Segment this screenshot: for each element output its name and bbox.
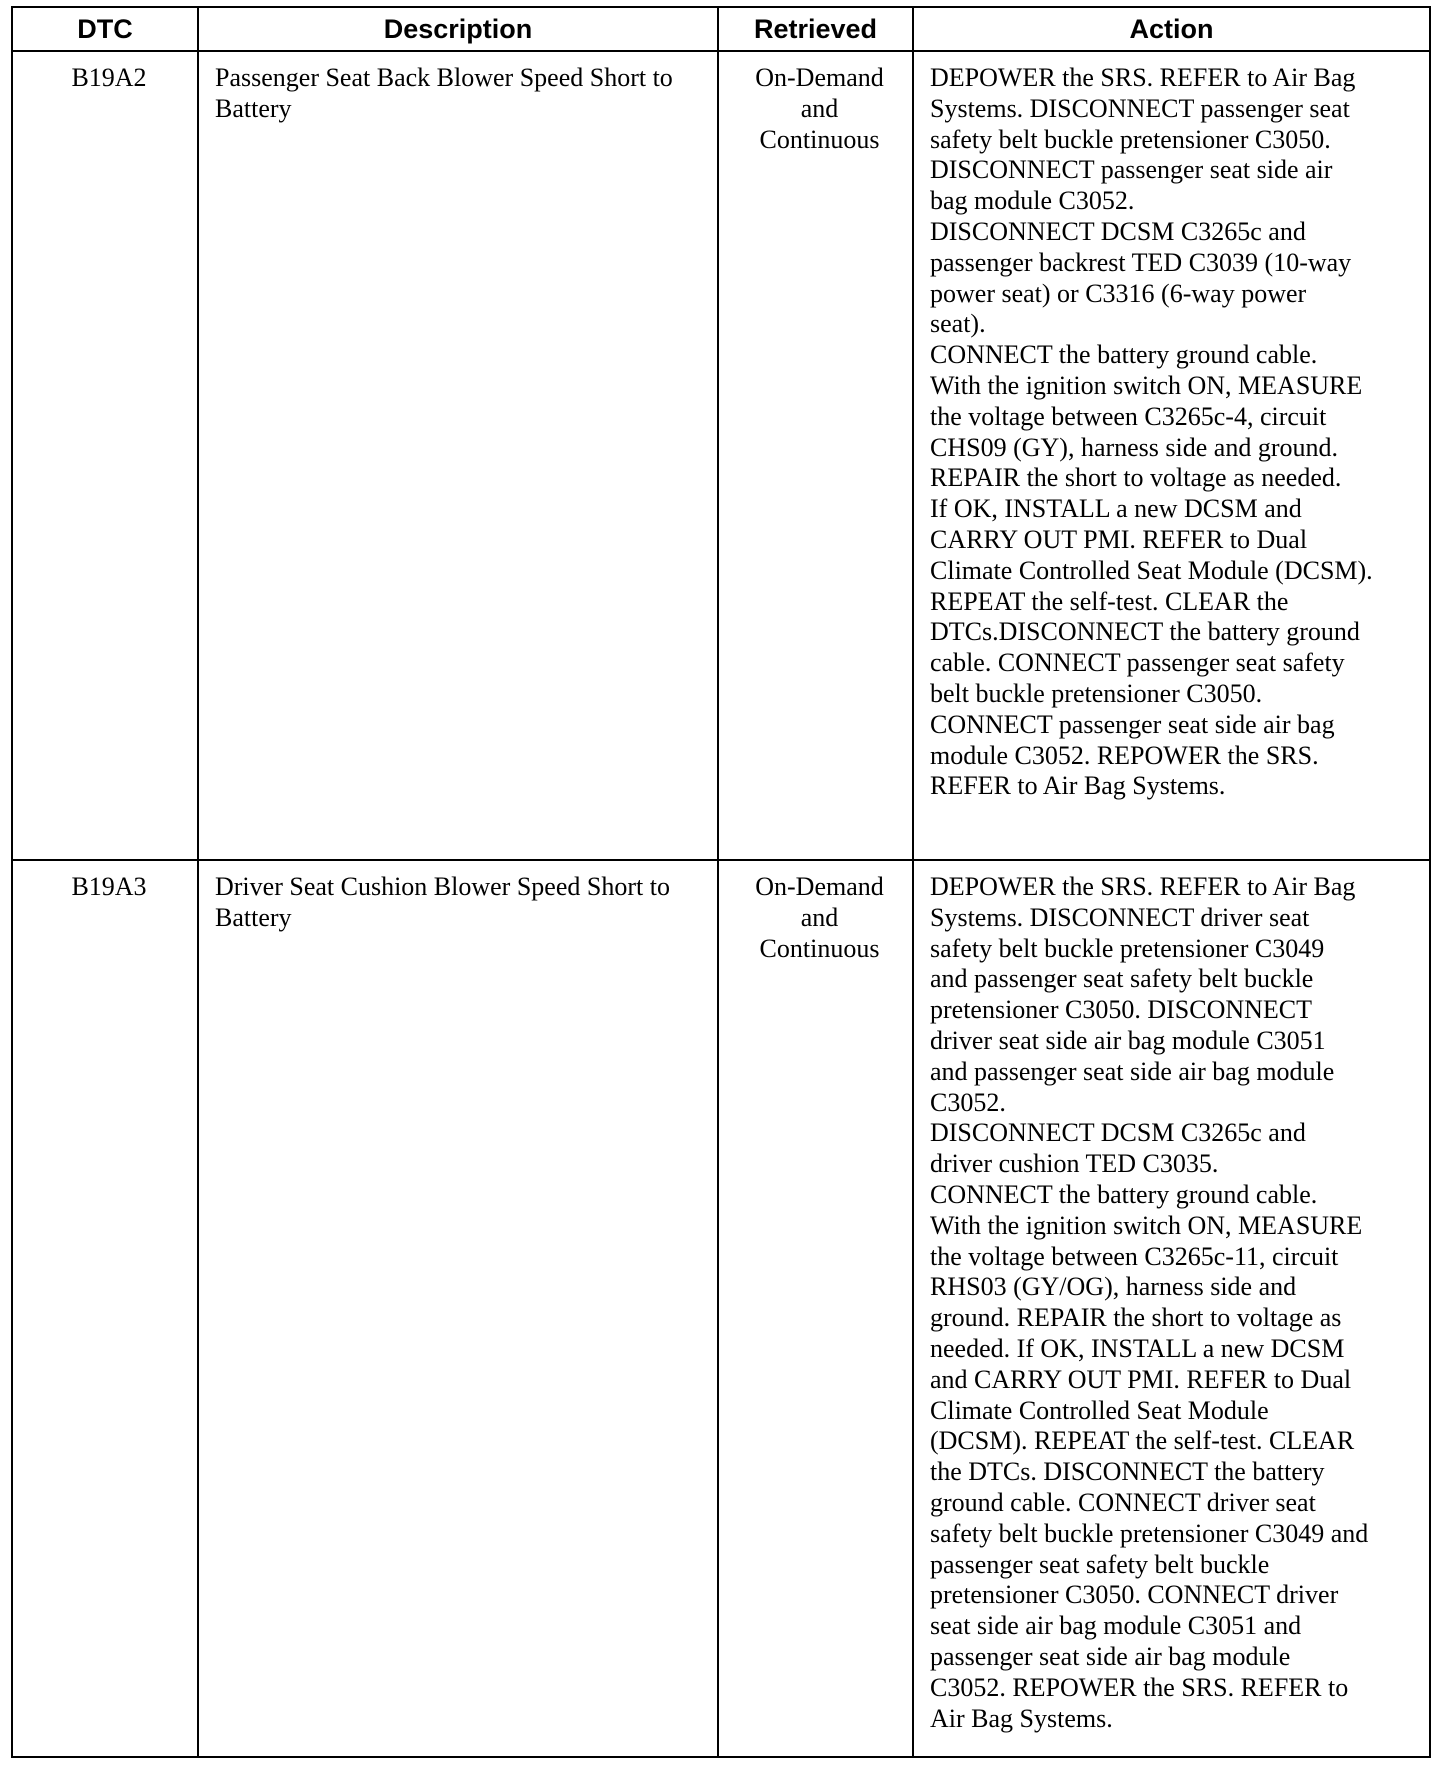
action-line: DTCs.DISCONNECT the battery ground (930, 617, 1360, 647)
action-line: bag module C3052. (930, 186, 1135, 216)
action-line: DISCONNECT DCSM C3265c and (930, 216, 1306, 246)
action-line: power seat) or C3316 (6-way power (930, 278, 1307, 308)
action-line: the voltage between C3265c-4, circuit (930, 401, 1327, 431)
action-line: passenger backrest TED C3039 (10-way (930, 247, 1352, 277)
retrieved-line: On-Demand (755, 872, 884, 901)
action-line: module C3052. REPOWER the SRS. (930, 740, 1319, 770)
action-line: REPEAT the self-test. CLEAR the (930, 586, 1289, 616)
action-cell (913, 51, 1430, 860)
retrieved-line: Continuous (759, 933, 880, 963)
header-action: Action (913, 7, 1430, 51)
table-row (12, 860, 1430, 1757)
action-line: DISCONNECT passenger seat side air (930, 155, 1333, 185)
action-line: CONNECT the battery ground cable. (930, 340, 1318, 370)
action-line: seat side air bag module C3051 and (930, 1611, 1302, 1641)
action-line: CHS09 (GY), harness side and ground. (930, 432, 1339, 462)
action-line: cable. CONNECT passenger seat safety (930, 648, 1345, 678)
retrieved-line: On-Demand (755, 63, 884, 92)
retrieved-cell (718, 51, 913, 860)
action-line: With the ignition switch ON, MEASURE (930, 1210, 1363, 1240)
action-line: seat). (930, 309, 986, 339)
action-line: safety belt buckle pretensioner C3049 (930, 933, 1325, 963)
action-line: REFER to Air Bag Systems. (930, 771, 1226, 801)
action-line: DEPOWER the SRS. REFER to Air Bag (930, 63, 1356, 92)
action-line: and CARRY OUT PMI. REFER to Dual (930, 1364, 1352, 1394)
retrieved-line: Continuous (759, 124, 880, 154)
action-line: REPAIR the short to voltage as needed. (930, 463, 1342, 493)
action-line: ground cable. CONNECT driver seat (930, 1487, 1316, 1517)
dtc-table (11, 6, 1431, 1758)
action-cell (913, 860, 1430, 1757)
action-line: driver cushion TED C3035. (930, 1149, 1219, 1179)
action-line: the DTCs. DISCONNECT the battery (930, 1457, 1325, 1487)
action-line: Systems. DISCONNECT driver seat (930, 902, 1310, 932)
action-line: Air Bag Systems. (930, 1703, 1113, 1733)
action-line: CONNECT passenger seat side air bag (930, 709, 1335, 739)
header-retrieved: Retrieved (718, 7, 913, 51)
retrieved-cell (718, 860, 913, 1757)
action-line: If OK, INSTALL a new DCSM and (930, 494, 1302, 524)
action-line: needed. If OK, INSTALL a new DCSM (930, 1333, 1345, 1363)
action-line: pretensioner C3050. DISCONNECT (930, 995, 1313, 1025)
action-line: CONNECT the battery ground cable. (930, 1179, 1318, 1209)
action-line: and passenger seat side air bag module (930, 1056, 1335, 1086)
header-dtc: DTC (12, 7, 198, 51)
action-line: pretensioner C3050. CONNECT driver (930, 1580, 1339, 1610)
action-line: DEPOWER the SRS. REFER to Air Bag (930, 872, 1356, 901)
retrieved-line: and (800, 902, 839, 932)
action-line: the voltage between C3265c-11, circuit (930, 1241, 1339, 1271)
action-line: DISCONNECT DCSM C3265c and (930, 1118, 1306, 1148)
table-row (12, 51, 1430, 860)
action-line: driver seat side air bag module C3051 (930, 1025, 1326, 1055)
action-line: With the ignition switch ON, MEASURE (930, 370, 1363, 400)
action-line: Climate Controlled Seat Module (930, 1395, 1269, 1425)
action-line: belt buckle pretensioner C3050. (930, 678, 1263, 708)
action-line: (DCSM). REPEAT the self-test. CLEAR (930, 1426, 1355, 1456)
action-line: C3052. (930, 1087, 1006, 1117)
retrieved-line: and (800, 93, 839, 123)
action-line: and passenger seat safety belt buckle (930, 964, 1314, 994)
dtc-code: B19A2 (12, 51, 198, 860)
action-line: ground. REPAIR the short to voltage as (930, 1303, 1342, 1333)
action-line: RHS03 (GY/OG), harness side and (930, 1272, 1297, 1302)
action-line: C3052. REPOWER the SRS. REFER to (930, 1672, 1349, 1702)
action-line: passenger seat side air bag module (930, 1641, 1291, 1671)
action-line: safety belt buckle pretensioner C3050. (930, 124, 1331, 154)
dtc-description: Driver Seat Cushion Blower Speed Short to Battery (198, 860, 718, 1757)
dtc-description: Passenger Seat Back Blower Speed Short to Battery (198, 51, 718, 860)
action-line: CARRY OUT PMI. REFER to Dual (930, 524, 1308, 554)
action-line: passenger seat safety belt buckle (930, 1549, 1270, 1579)
action-line: Climate Controlled Seat Module (DCSM). (930, 555, 1373, 585)
header-row (12, 7, 1430, 51)
action-line: safety belt buckle pretensioner C3049 and (930, 1518, 1369, 1548)
action-line: Systems. DISCONNECT passenger seat (930, 93, 1350, 123)
dtc-code: B19A3 (12, 860, 198, 1757)
header-description: Description (198, 7, 718, 51)
